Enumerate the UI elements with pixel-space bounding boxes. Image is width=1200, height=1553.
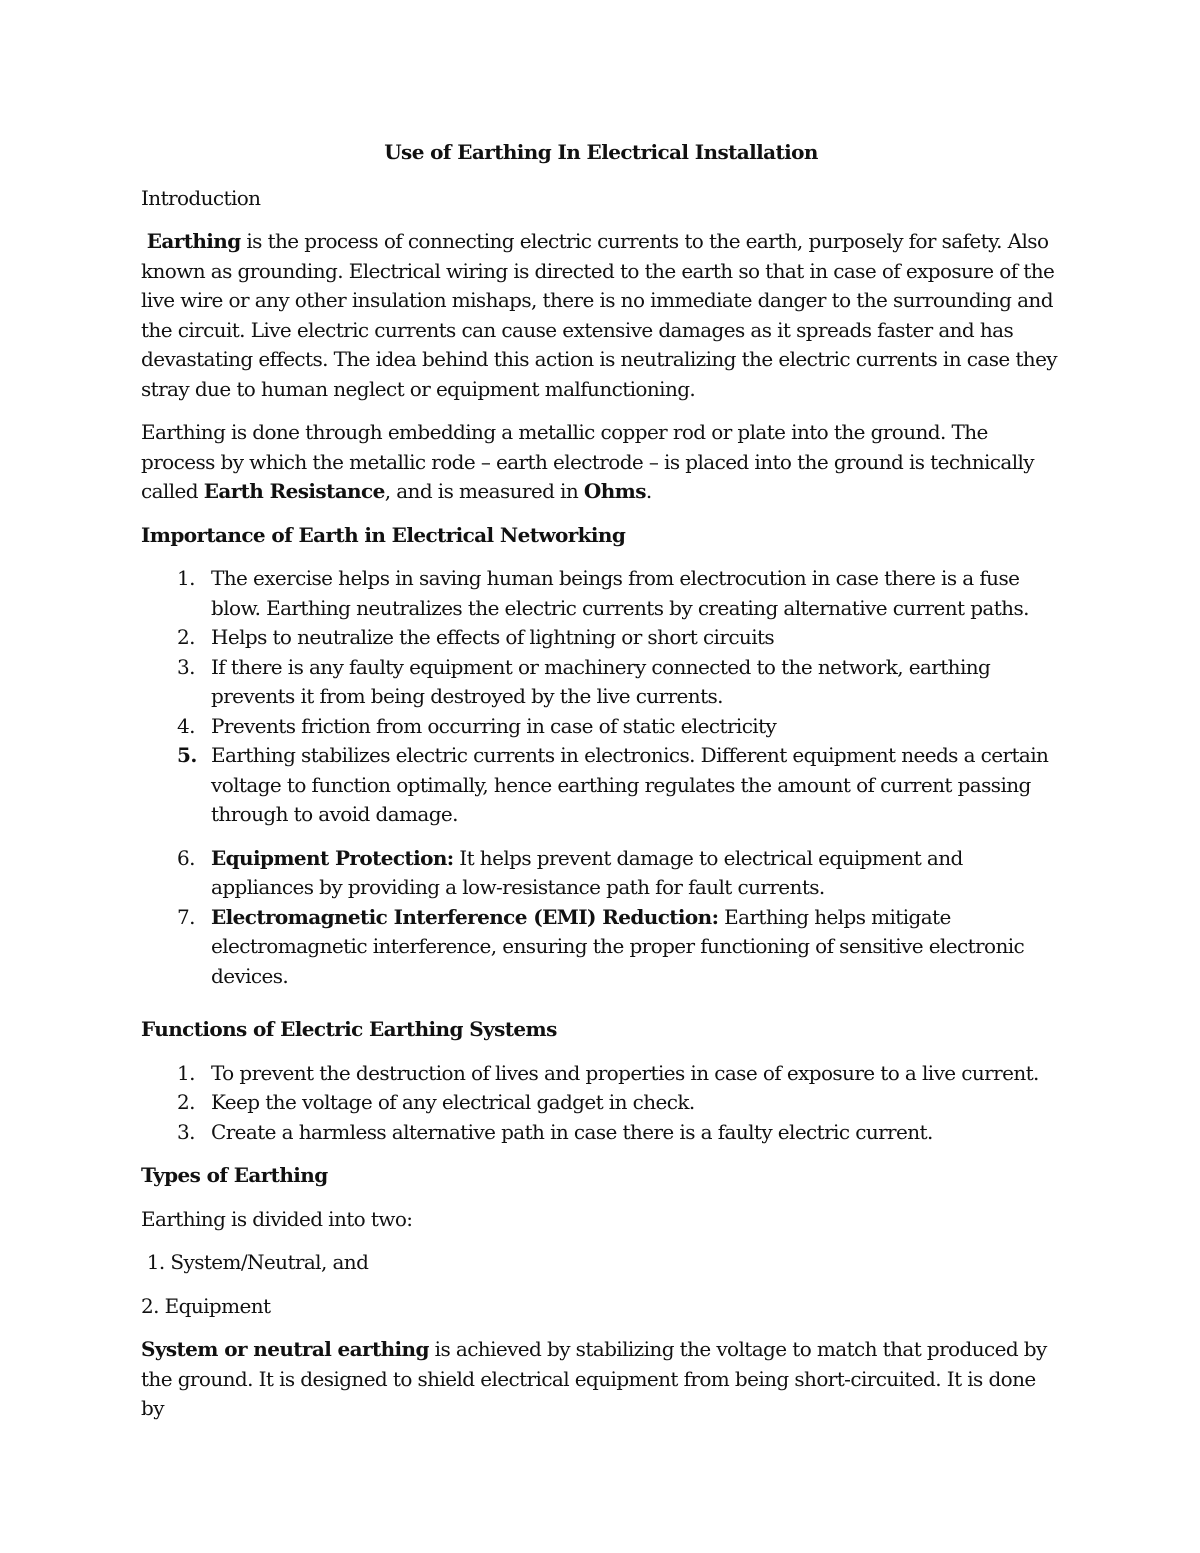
list-item: [141, 844, 1061, 903]
list-number: 5.: [177, 743, 197, 767]
list-item: [141, 712, 1061, 742]
para2-text-2: , and is measured in: [384, 479, 584, 503]
list-item-bold-lead: Electromagnetic Interference (EMI) Reduction:: [211, 904, 719, 929]
importance-list: [141, 564, 1061, 991]
system-earthing-text: is achieved by stabilizing the voltage to match that produced by the ground. It is designed to shield electrical equipment from being short-circuited. It is done by: [141, 1337, 1047, 1420]
list-item-text: Prevents friction from occurring in case of static electricity: [211, 713, 777, 738]
list-number: 7.: [177, 904, 195, 929]
list-item: [141, 653, 1061, 712]
intro-text: is the process of connecting electric currents to the earth, purposely for safety. Also known as grounding. Electrical wiring is directed to the earth so that in case of exposure of the live wire or any other insulation mishaps, there is no immediate danger to the surrounding and the circuit. Live electric currents can cause extensive damages as it spreads faster and has devastating effects. The idea behind this action is neutralizing the electric currents in case they stray due to human neglect or equipment malfunctioning.: [141, 229, 1058, 401]
list-item: [141, 1059, 1061, 1089]
types-item-1: 1. System/Neutral, and: [141, 1250, 369, 1274]
system-earthing-term: System or neutral earthing: [141, 1337, 429, 1361]
list-number: 3.: [177, 1119, 195, 1144]
list-number: 6.: [177, 845, 195, 870]
list-number: 1.: [177, 1060, 195, 1085]
list-number: 2.: [177, 1090, 195, 1114]
list-item-text: Earthing helps mitigate electromagnetic interference, ensuring the proper functioning of sensitive electronic devices.: [211, 904, 1025, 988]
importance-heading: Importance of Earth in Electrical Networking: [141, 522, 626, 547]
list-item: [141, 1118, 1061, 1148]
system-earthing-paragraph: [141, 1335, 1061, 1424]
list-item-text: Create a harmless alternative path in case there is a faulty electric current.: [211, 1119, 933, 1144]
list-item-text: Keep the voltage of any electrical gadget in check.: [211, 1090, 695, 1114]
functions-heading: Functions of Electric Earthing Systems: [141, 1017, 557, 1041]
list-item-text: It helps prevent damage to electrical equipment and appliances by providing a low-resistance path for fault currents.: [211, 845, 963, 899]
intro-paragraph: [141, 227, 1061, 404]
types-item-2: 2. Equipment: [141, 1293, 271, 1318]
list-item: [141, 903, 1061, 992]
functions-list: [141, 1059, 1061, 1148]
list-item: [141, 741, 1061, 830]
earth-resistance-term: Earth Resistance: [203, 479, 385, 503]
list-item-text: To prevent the destruction of lives and properties in case of exposure to a live current.: [211, 1060, 1039, 1085]
list-number: 3.: [177, 654, 195, 679]
document-page: [141, 138, 1061, 1438]
list-item-text: Earthing stabilizes electric currents in electronics. Different equipment needs a certain voltage to function optimally, hence earthing regulates the amount of current passing through to avoid damage.: [211, 743, 1049, 826]
list-item: [141, 564, 1061, 623]
list-number: 2.: [177, 625, 195, 649]
list-item: [141, 623, 1061, 653]
ohms-term: Ohms: [583, 479, 646, 503]
para2-text-1: Earthing is done through embedding a metallic copper rod or plate into the ground. The process by which the metallic rode – earth electrode – is placed into the ground is technically called: [141, 420, 1035, 503]
types-heading: Types of Earthing: [141, 1163, 328, 1187]
list-number: 4.: [177, 713, 195, 738]
para2-text-3: .: [645, 479, 652, 503]
list-item-text: Helps to neutralize the effects of lightning or short circuits: [211, 625, 775, 649]
earth-resistance-paragraph: [141, 418, 1061, 507]
document-title: Use of Earthing In Electrical Installation: [384, 140, 818, 164]
list-item-text: The exercise helps in saving human beings from electrocution in case there is a fuse blow. Earthing neutralizes the electric currents by creating alternative current paths.: [211, 566, 1029, 620]
list-item-bold-lead: Equipment Protection:: [211, 845, 454, 870]
introduction-label: Introduction: [141, 185, 261, 210]
types-intro: Earthing is divided into two:: [141, 1206, 413, 1231]
list-number: 1.: [177, 566, 195, 590]
earthing-term: Earthing: [146, 229, 241, 253]
list-item: [141, 1088, 1061, 1118]
list-item-text: If there is any faulty equipment or machinery connected to the network, earthing prevents it from being destroyed by the live currents.: [211, 654, 991, 708]
